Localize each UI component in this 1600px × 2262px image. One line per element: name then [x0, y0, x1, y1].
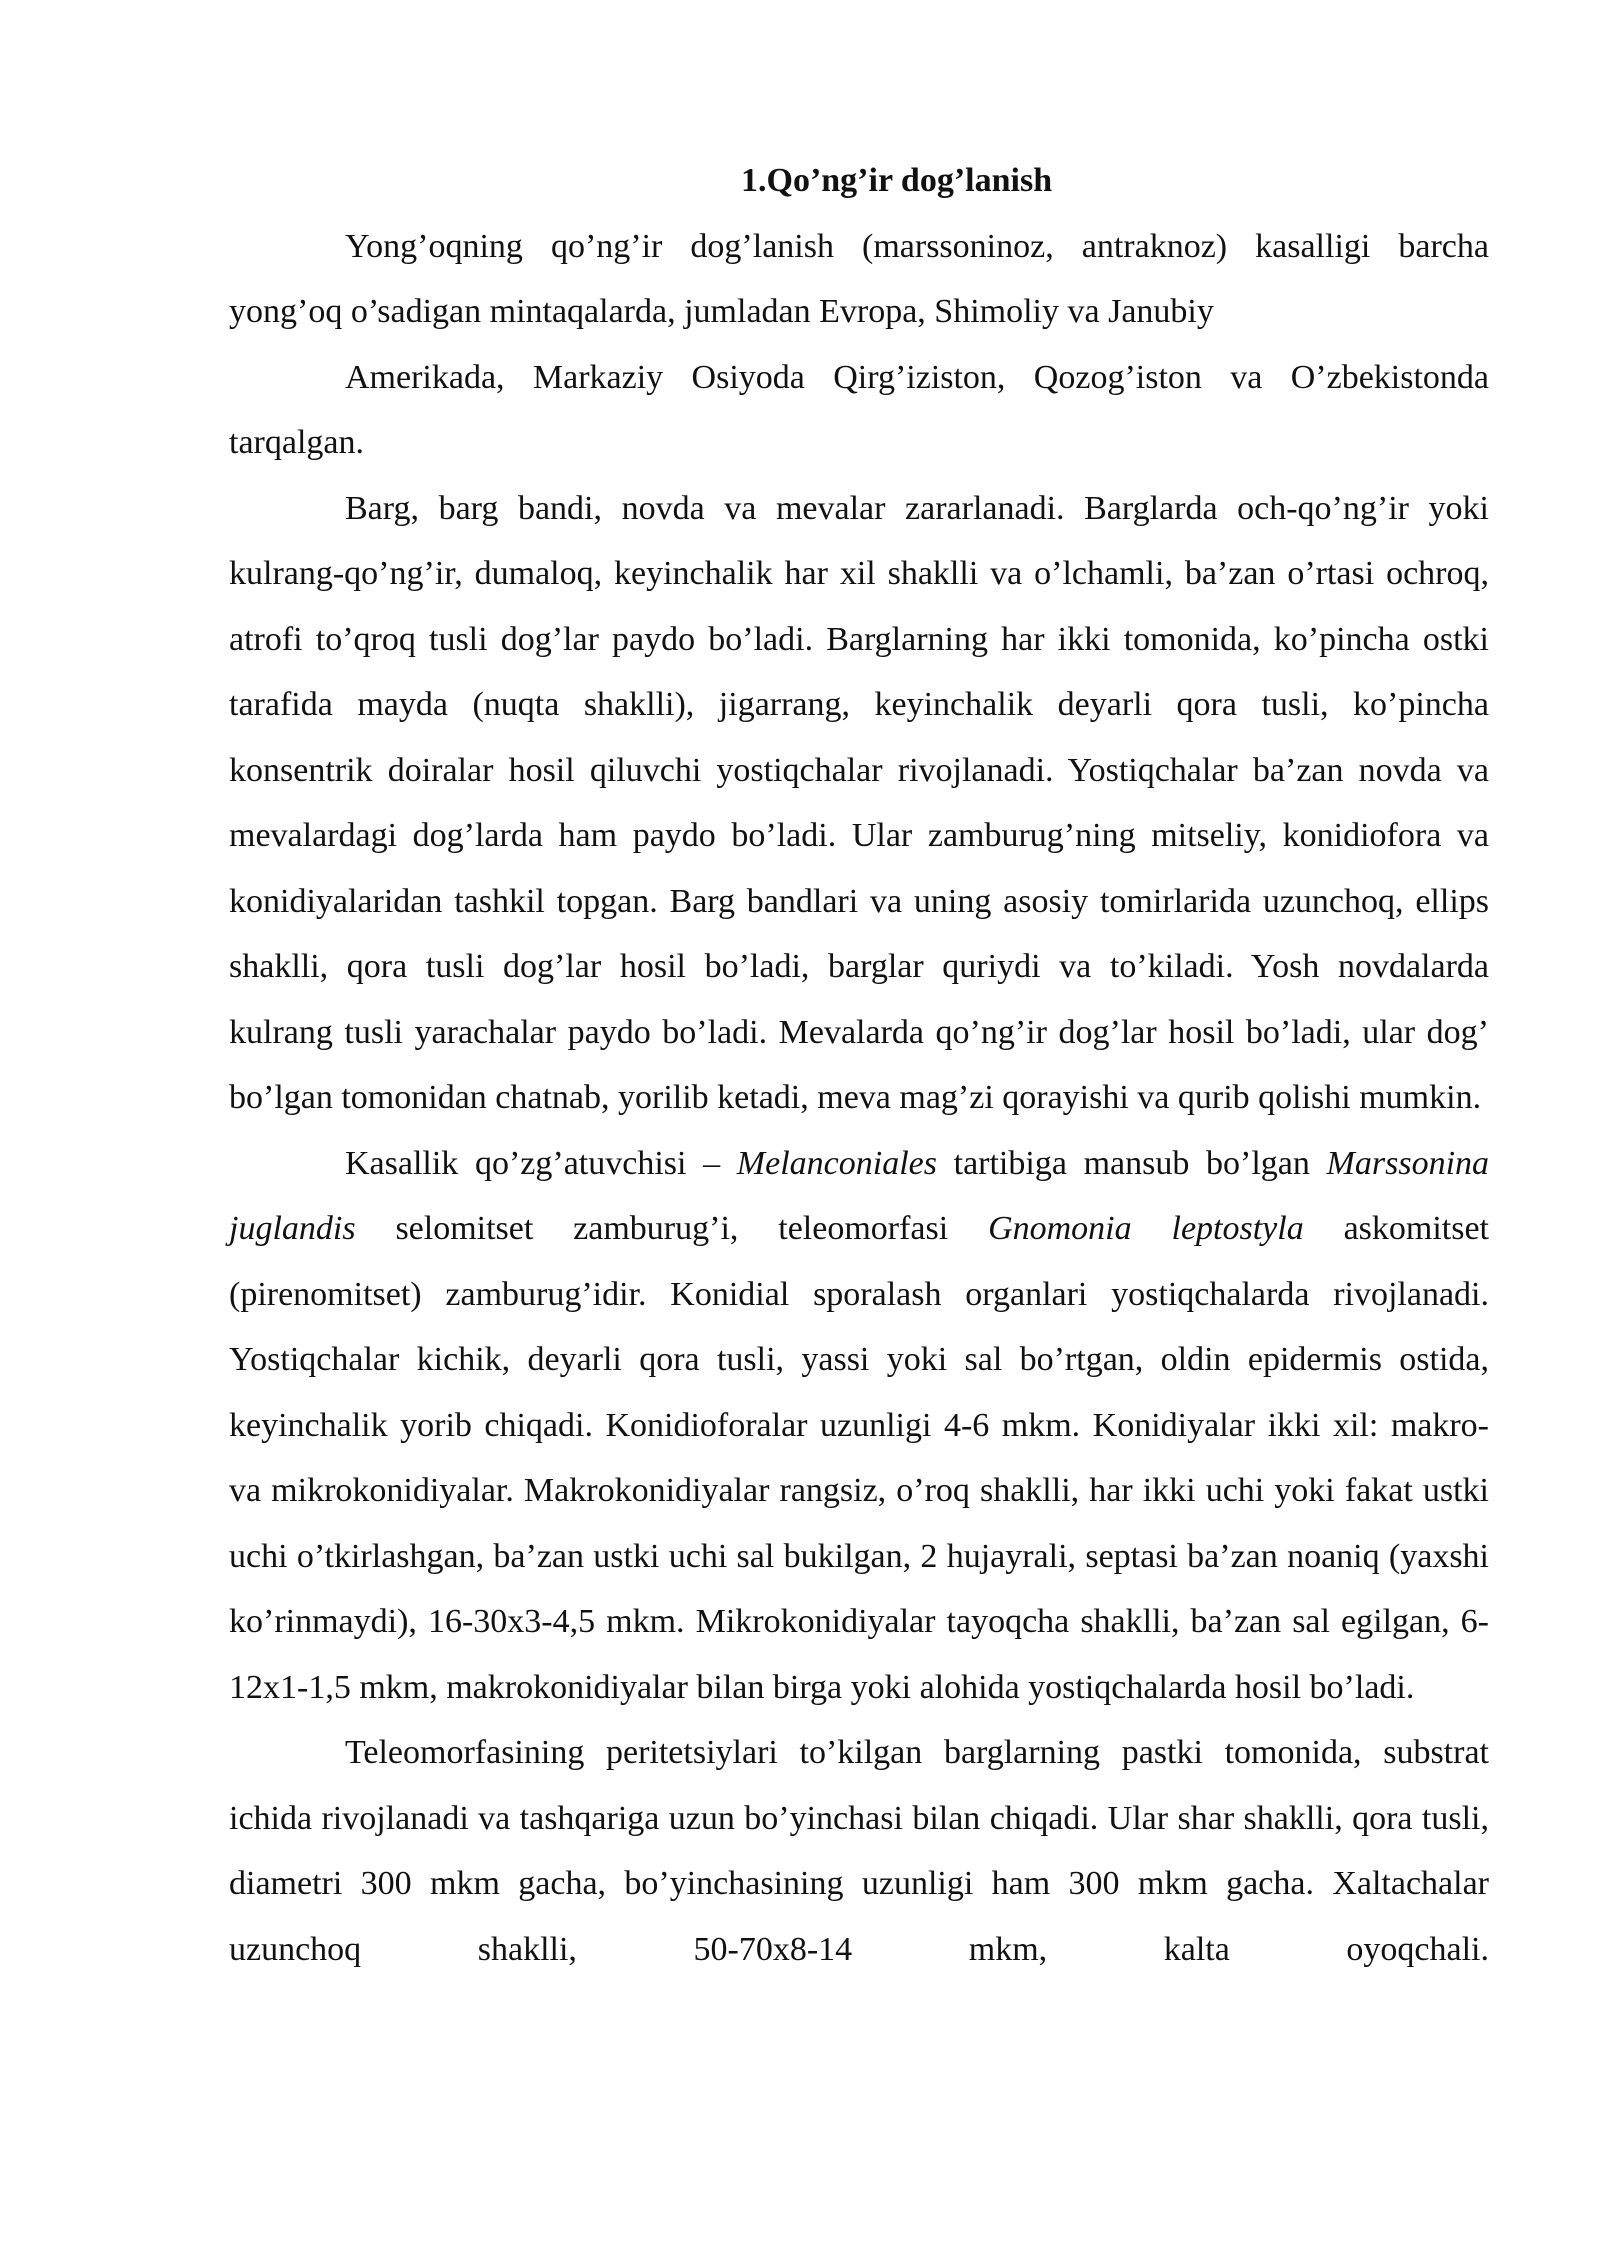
- paragraph-4: Teleomorfasining peritetsiylari to’kilgan barglarning pastki tomonida, substrat ichida rivojlanadi va tashqariga uzun bo’yinchasi bilan chiqadi. Ular shar shaklli, qora tusli, diametri 300 mkm gacha, bo’yinchasining uzunligi ham 300 mkm gacha. Xaltachalar uzunchoq shaklli, 50-70x8-14 mkm, kalta oyoqchali.: [229, 1734, 1489, 1968]
- paragraph-1b: Amerikada, Markaziy Osiyoda Qirg’iziston, Qozog’iston va O’zbekistonda tarqalgan.: [229, 358, 1489, 461]
- paragraph-3-text-1: Kasallik qo’zg’atuvchisi –: [345, 1144, 737, 1182]
- paragraph-3-text-4: askomitset (pirenomitset) zamburug’idir. Konidial sporalash organlari yostiqchalarda rivojlanadi. Yostiqchalar kichik, deyarli qora tusli, yassi yoki sal bo’rtgan, oldin epidermis ostida, keyinchalik yorib chiqadi. Konidioforalar uzunligi 4-6 mkm. Konidiyalar ikki xil: makro- va mikrokonidiyalar. Makrokonidiyalar rangsiz, o’roq shaklli, har ikki uchi yoki fakat ustki uchi o’tkirlashgan, ba’zan ustki uchi sal bukilgan, 2 hujayrali, septasi ba’zan noaniq (yaxshi ko’rinmaydi), 16-30x3-4,5 mkm. Mikrokonidiyalar tayoqcha shaklli, ba’zan sal egilgan, 6-12x1-1,5 mkm, makrokonidiyalar bilan birga yoki alohida yostiqchalarda hosil bo’ladi.: [229, 1210, 1489, 1706]
- species-name-italic: Marssonina juglandis: [229, 1144, 1490, 1247]
- section-title: 1.Qo’ng’ir dog’lanish: [741, 162, 1053, 199]
- paragraph-1a: Yong’oqning qo’ng’ir dog’lanish (marssoninoz, antraknoz) kasalligi barcha yong’oq o’sadigan mintaqalarda, jumladan Evropa, Shimoliy va Janubiy: [229, 227, 1489, 330]
- document-body: [229, 148, 1489, 1982]
- order-name-italic: Melanconiales: [736, 1144, 937, 1182]
- paragraph-2: Barg, barg bandi, novda va mevalar zararlanadi. Barglarda och-qo’ng’ir yoki kulrang-qo’ng’ir, dumaloq, keyinchalik har xil shaklli va o’lchamli, ba’zan o’rtasi ochroq, atrofi to’qroq tusli dog’lar paydo bo’ladi. Barglarning har ikki tomonida, ko’pincha ostki tarafida mayda (nuqta shaklli), jigarrang, keyinchalik deyarli qora tusli, ko’pincha konsentrik doiralar hosil qiluvchi yostiqchalar rivojlanadi. Yostiqchalar ba’zan novda va mevalardagi dog’larda ham paydo bo’ladi. Ular zamburug’ning mitseliy, konidiofora va konidiyalaridan tashkil topgan. Barg bandlari va uning asosiy tomirlarida uzunchoq, ellips shaklli, qora tusli dog’lar hosil bo’ladi, barglar quriydi va to’kiladi. Yosh novdalarda kulrang tusli yarachalar paydo bo’ladi. Mevalarda qo’ng’ir dog’lar hosil bo’ladi, ular dog’ bo’lgan tomonidan chatnab, yorilib ketadi, meva mag’zi qorayishi va qurib qolishi mumkin.: [229, 489, 1489, 1116]
- paragraph-3-text-3: selomitset zamburug’i, teleomorfasi: [355, 1210, 989, 1247]
- paragraph-3-text-2: tartibiga mansub bo’lgan: [936, 1144, 1327, 1182]
- teleomorph-name-italic: Gnomonia leptostyla: [988, 1210, 1304, 1247]
- paragraph-3: [229, 1131, 1489, 1721]
